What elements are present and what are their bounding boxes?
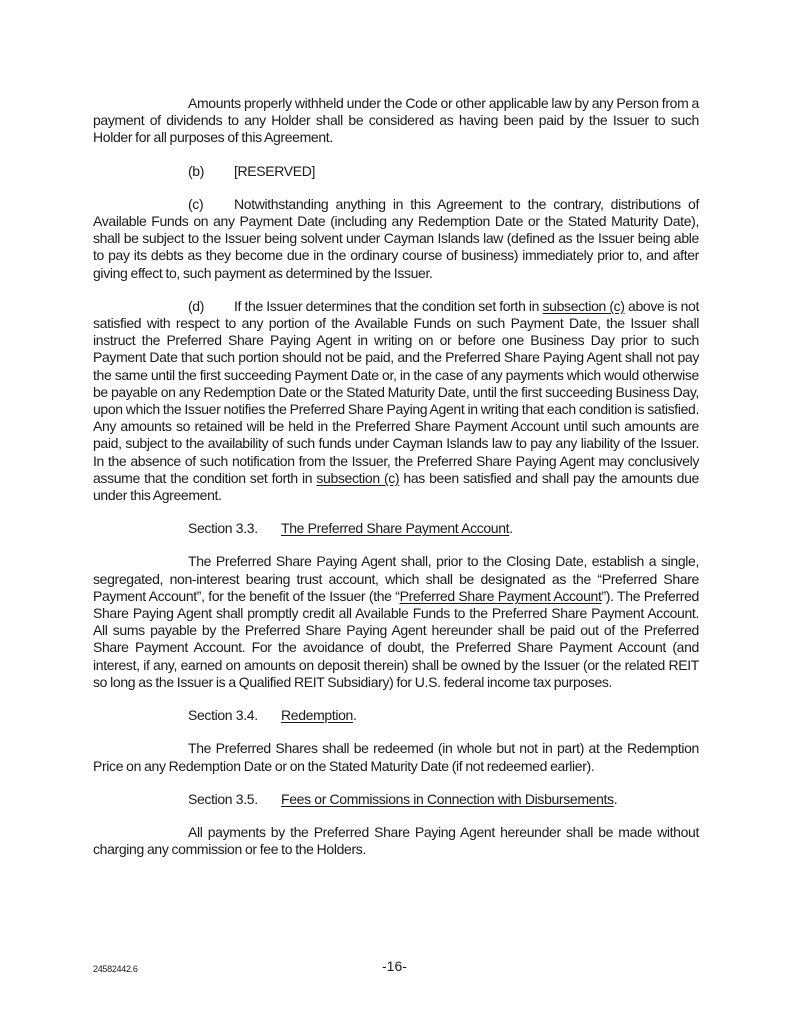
section-3-4-period: . [353,707,357,724]
subsection-d [93,298,699,504]
subsection-b-text: [RESERVED] [234,162,316,179]
section-3-5-period: . [613,790,618,807]
subsection-b [93,163,699,180]
footer-page-number: -16- [382,958,407,974]
section-3-4-title: Redemption [281,707,353,724]
subsection-d-label: (d) [188,297,205,314]
section-3-5-title: Fees or Commissions in Connection with Disbursements [281,790,614,807]
section-3-5-number: Section 3.5. [188,790,258,807]
section-3-3-heading [93,520,699,537]
subsection-d-text-2: above is not satisfied with respect to any portion of the Available Funds on such Payment Date, the Issuer shall instruct the Preferred Share Paying Agent in writing on or before one Business Day prior to such Payment Date that such portion should not be paid, and the Preferred Share Paying Agent shall not pay the same until the first succeeding Payment Date or, in the case of any payments which would otherwise be payable on any Redemption Date or the Stated Maturity Date, until the first succeeding Business Day, upon which the Issuer notifies the Preferred Share Paying Agent in writing that each condition is satisfied. Any amounts so retained will be held in the Preferred Share Payment Account until such amounts are paid, subject to the availability of such funds under Cayman Islands law to pay any liability of the Issuer. In the absence of such notification from the Issuer, the Preferred Share Paying Agent may conclusively assume that the condition set forth in [93,297,700,486]
section-3-4-heading [93,707,699,724]
section-3-3-title: The Preferred Share Payment Account [281,520,510,537]
document-page [93,95,699,858]
subsection-d-text-1: If the Issuer determines that the condition set forth in [234,297,543,314]
section-3-3-period: . [509,520,513,537]
subsection-c-reference-link-2[interactable]: subsection (c) [316,469,400,486]
paragraph-withheld-amounts: Amounts properly withheld under the Code or other applicable law by any Person from a payment of dividends to any Holder shall be considered as having been paid by the Issuer to such Holder for all purposes of this Agreement. [93,95,699,146]
footer-document-id: 24582442.6 [93,964,138,974]
subsection-c-label: (c) [188,195,204,212]
subsection-c [93,196,699,282]
subsection-b-label: (b) [188,162,205,179]
section-3-3-text-1: The Preferred Share Paying Agent shall, prior to the Closing Date, establish a single, segregated, non-interest bearing trust account, which shall be designated as the “Preferred Share Payment Account”, for the benefit of the Issuer (the “ [93,553,699,604]
section-3-5-body: All payments by the Preferred Share Paying Agent hereunder shall be made without charging any commission or fee to the Holders. [93,823,699,858]
section-3-5-heading [93,791,699,808]
subsection-c-text: Notwithstanding anything in this Agreement to the contrary, distributions of Available Funds on any Payment Date (including any Redemption Date or the Stated Maturity Date), shall be subject to the Issuer being solvent under Cayman Islands law (defined as the Issuer being able to pay its debts as they become due in the ordinary course of business) immediately prior to, and after giving effect to, such payment as determined by the Issuer. [93,195,699,281]
section-3-3-number: Section 3.3. [188,520,258,537]
subsection-c-reference-link[interactable]: subsection (c) [542,297,625,314]
section-3-3-body [93,553,699,691]
section-3-3-text-2: ”). The Preferred Share Paying Agent shall promptly credit all Available Funds to the Preferred Share Payment Account. All sums payable by the Preferred Share Paying Agent hereunder shall be paid out of the Preferred Share Payment Account. For the avoidance of doubt, the Preferred Share Payment Account (and interest, if any, earned on amounts on deposit therein) shall be owned by the Issuer (or the related REIT so long as the Issuer is a Qualified REIT Subsidiary) for U.S. federal income tax purposes. [93,587,699,690]
section-3-4-number: Section 3.4. [188,707,258,724]
section-3-3-defined-term: Preferred Share Payment Account [399,587,602,604]
section-3-4-body: The Preferred Shares shall be redeemed (in whole but not in part) at the Redemption Price on any Redemption Date or on the Stated Maturity Date (if not redeemed earlier). [93,740,699,774]
subsection-d-text-3: has been satisfied and shall pay the amounts due under this Agreement. [93,469,699,504]
